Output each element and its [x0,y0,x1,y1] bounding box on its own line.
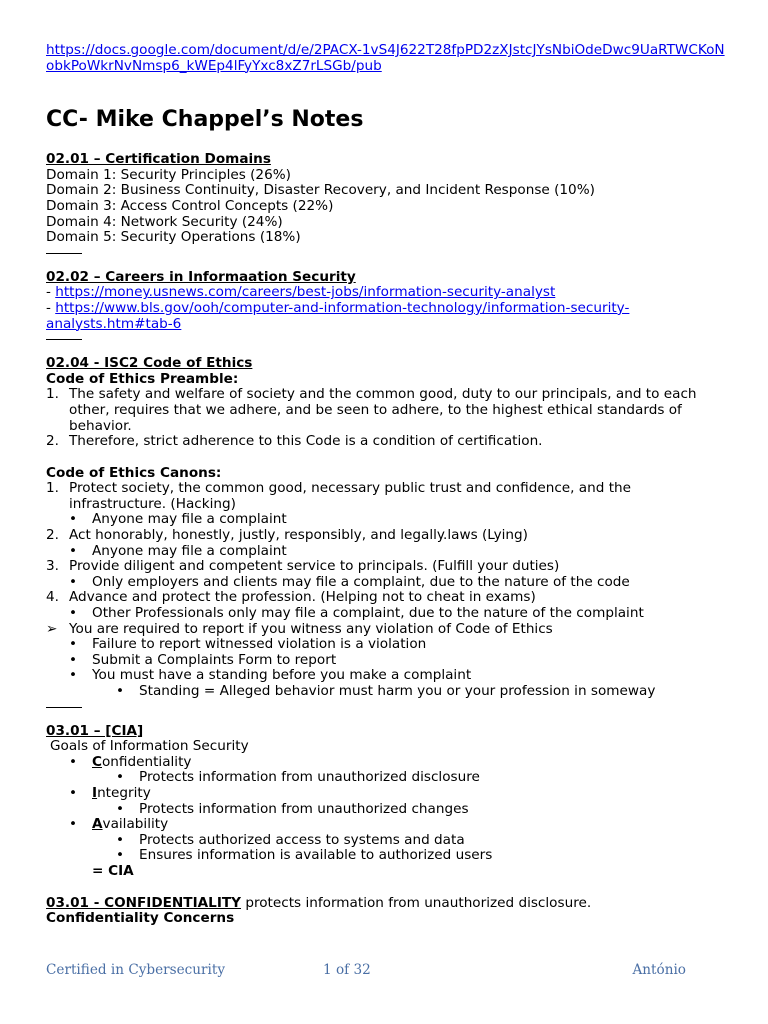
page-number: 1 of 32 [323,962,371,978]
list-item: • Protects information from unauthorized changes [116,800,469,817]
footer-left: Certified in Cybersecurity [46,962,226,978]
list-item: • Ensures information is available to authorized users [116,847,493,864]
list-item: • Anyone may file a complaint [69,542,287,559]
cia-result: = CIA [92,862,134,879]
list-item: • Submit a Complaints Form to report [69,651,337,668]
footer-author: António [632,962,686,978]
canons-title: Code of Ethics Canons: [46,464,222,481]
list-item: • Availability [69,816,169,833]
list-item: • Only employers and clients may file a complaint, due to the nature of the code [69,573,630,590]
section-heading-careers: 02.02 – Careers in Informaation Security [46,268,356,285]
dash: - [46,284,51,301]
list-item: • Protects authorized access to systems and data [116,831,465,848]
section-heading-domains: 02.01 – Certification Domains [46,151,271,168]
document-page [46,43,726,927]
list-item: 1. Protect society, the common good, necessary public trust and confidence, and the infrastructure. (Hacking) [46,480,632,512]
list-item: • Confidentiality [69,753,192,770]
careers-link-usnews[interactable]: https://money.usnews.com/careers/best-jobs/information-security-analyst [55,284,556,301]
list-item: 2. Act honorably, honestly, justly, responsibly, and legally.laws (Lying) [46,527,528,544]
list-item: • Protects information from unauthorized disclosure [116,769,480,786]
dash: - [46,299,51,316]
list-item: • Integrity [69,784,151,801]
divider [46,246,82,254]
list-item: • Failure to report witnessed violation is a violation [69,636,427,653]
list-item: 4. Advance and protect the profession. (Helping not to cheat in exams) [46,589,536,606]
cia-intro: Goals of Information Security [50,738,249,755]
list-item: ➢ You are required to report if you witness any violation of Code of Ethics [46,620,553,637]
domain-line: Domain 5: Security Operations (18%) [46,229,301,246]
section-heading-cia: 03.01 – [CIA] [46,722,144,739]
list-item: • Anyone may file a complaint [69,511,287,528]
page-footer [46,963,686,981]
divider [46,700,82,708]
page-title: CC- Mike Chappel’s Notes [46,107,364,133]
list-item: 1. The safety and welfare of society and the common good, duty to our principals, and to each other, requires that we adhere, and be seen to adhere, to the highest ethical standards of behavior. [46,386,697,434]
list-item: 3. Provide diligent and competent service to principals. (Fulfill your duties) [46,558,560,575]
arrow-bullet-icon: ➢ [46,620,58,637]
section-heading-ethics: 02.04 - ISC2 Code of Ethics [46,355,253,372]
careers-link-bls[interactable]: https://www.bls.gov/ooh/computer-and-information-technology/information-security-analysts.htm#tab-6 [46,299,630,332]
confidentiality-line: 03.01 - CONFIDENTIALITY protects information from unauthorized disclosure. [46,894,592,911]
domain-line: Domain 3: Access Control Concepts (22%) [46,197,334,214]
list-item: • Other Professionals only may file a complaint, due to the nature of the complaint [69,605,644,622]
list-item: • You must have a standing before you make a complaint [69,667,472,684]
list-item: • Standing = Alleged behavior must harm you or your profession in someway [116,683,656,699]
preamble-title: Code of Ethics Preamble: [46,370,239,387]
divider [46,332,82,340]
domain-line: Domain 2: Business Continuity, Disaster Recovery, and Incident Response (10%) [46,182,595,199]
list-item: 2. Therefore, strict adherence to this Code is a condition of certification. [46,433,543,450]
confidentiality-concerns: Confidentiality Concerns [46,910,235,927]
header-link[interactable]: https://docs.google.com/document/d/e/2PACX-1vS4J622T28fpPD2zXJstcJYsNbiOdeDwc9UaRTWCKoNobkPoWkrNvNmsp6_kWEp4lFyYxc8xZ7rLSGb/pub [46,42,725,74]
domain-line: Domain 4: Network Security (24%) [46,213,283,230]
domain-line: Domain 1: Security Principles (26%) [46,166,291,183]
